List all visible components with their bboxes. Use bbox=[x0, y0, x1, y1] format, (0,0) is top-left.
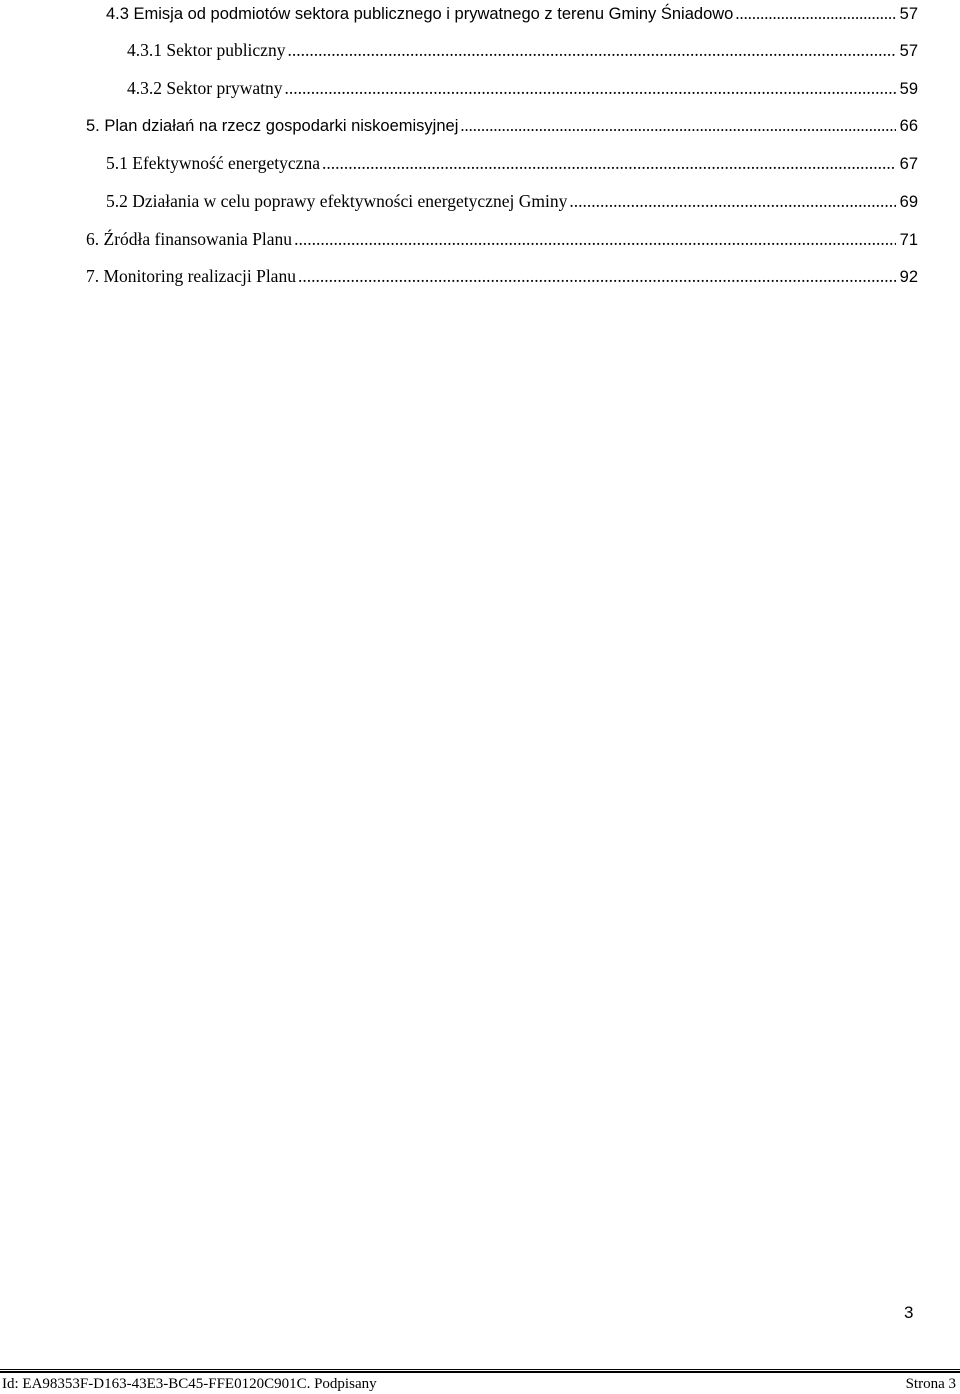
toc-dot-leader bbox=[735, 2, 895, 26]
toc-entry[interactable] bbox=[106, 189, 918, 213]
toc-entry-page: 66 bbox=[899, 117, 918, 135]
toc-dot-leader bbox=[294, 227, 896, 251]
toc-entry-page: 92 bbox=[899, 268, 918, 286]
toc-entry-title: 4.3.2 Sektor prywatny bbox=[127, 78, 283, 98]
toc-entry-title: 5. Plan działań na rzecz gospodarki niskoemisyjnej bbox=[86, 117, 459, 135]
toc-entry[interactable] bbox=[86, 114, 918, 138]
toc-dot-leader bbox=[285, 76, 896, 100]
toc-entry[interactable] bbox=[86, 227, 918, 251]
toc-entry-page: 57 bbox=[899, 5, 918, 23]
toc-dot-leader bbox=[298, 264, 896, 288]
footer-divider bbox=[0, 1369, 960, 1373]
document-id-signature: Id: EA98353F-D163-43E3-BC45-FFE0120C901C. Podpisany bbox=[2, 1376, 377, 1392]
toc-dot-leader bbox=[287, 38, 895, 62]
toc-dot-leader bbox=[460, 114, 895, 138]
toc-dot-leader bbox=[322, 151, 896, 175]
toc-entry-page: 67 bbox=[899, 155, 918, 173]
toc-entry-page: 71 bbox=[899, 231, 918, 249]
page-number: 3 bbox=[904, 1303, 914, 1322]
toc-entry-title: 4.3 Emisja od podmiotów sektora publicznego i prywatnego z terenu Gminy Śniadowo bbox=[106, 5, 734, 23]
toc-entry[interactable] bbox=[106, 2, 918, 26]
toc-entry[interactable] bbox=[127, 38, 918, 62]
footer-page-label: Strona 3 bbox=[905, 1376, 956, 1392]
toc-entry[interactable] bbox=[86, 264, 918, 288]
toc-entry-title: 4.3.1 Sektor publiczny bbox=[127, 40, 286, 60]
document-footer bbox=[0, 1375, 956, 1393]
toc-entry-title: 6. Źródła finansowania Planu bbox=[86, 229, 293, 249]
toc-entry-page: 57 bbox=[899, 42, 918, 60]
toc-entry-page: 69 bbox=[899, 193, 918, 211]
toc-entry-title: 5.1 Efektywność energetyczna bbox=[106, 153, 320, 173]
toc-dot-leader bbox=[569, 189, 895, 213]
toc-entry-page: 59 bbox=[899, 80, 918, 98]
toc-entry[interactable] bbox=[106, 151, 918, 175]
toc-entry[interactable] bbox=[127, 76, 918, 100]
toc-entry-title: 7. Monitoring realizacji Planu bbox=[86, 266, 296, 286]
toc-entry-title: 5.2 Działania w celu poprawy efektywności energetycznej Gminy bbox=[106, 191, 568, 211]
